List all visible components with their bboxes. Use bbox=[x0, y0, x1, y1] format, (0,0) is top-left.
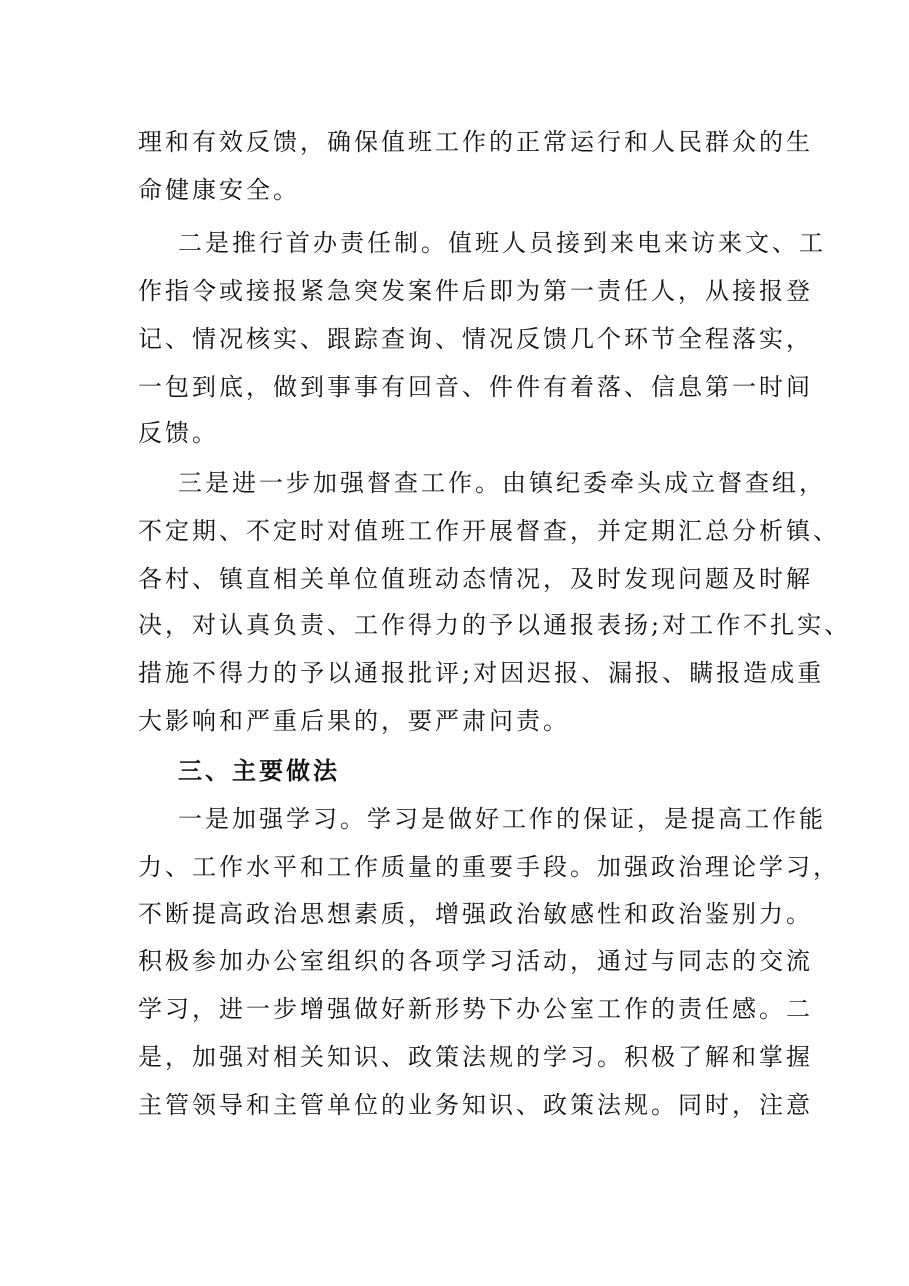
paragraph-start-line: 二是推行首办责任制。值班人员接到来电来访来文、工 bbox=[178, 229, 826, 257]
text-line: 积极参加办公室组织的各项学习活动，通过与同志的交流 bbox=[138, 947, 813, 975]
text-line: 不断提高政治思想素质，增强政治敏感性和政治鉴别力。 bbox=[138, 900, 813, 928]
text-line: 不定期、不定时对值班工作开展督查，并定期汇总分析镇、 bbox=[138, 517, 840, 545]
text-line: 是，加强对相关知识、政策法规的学习。积极了解和掌握 bbox=[138, 1043, 813, 1071]
paragraph-start-line: 一是加强学习。学习是做好工作的保证，是提高工作能 bbox=[178, 805, 826, 833]
text-line: 理和有效反馈，确保值班工作的正常运行和人民群众的生 bbox=[138, 128, 813, 156]
text-line: 命健康安全。 bbox=[138, 176, 300, 204]
section-heading: 三、主要做法 bbox=[178, 757, 340, 785]
text-line: 作指令或接报紧急突发案件后即为第一责任人，从接报登 bbox=[138, 277, 813, 305]
text-line: 大影响和严重后果的，要严肃问责。 bbox=[138, 707, 570, 735]
paragraph-start-line: 三是进一步加强督查工作。由镇纪委牵头成立督查组， bbox=[178, 469, 826, 497]
text-line: 措施不得力的予以通报批评;对因迟报、漏报、瞒报造成重 bbox=[138, 659, 825, 687]
text-line: 一包到底，做到事事有回音、件件有着落、信息第一时间 bbox=[138, 373, 813, 401]
text-line: 各村、镇直相关单位值班动态情况，及时发现问题及时解 bbox=[138, 565, 813, 593]
text-line: 主管领导和主管单位的业务知识、政策法规。同时，注意 bbox=[138, 1091, 813, 1119]
text-line: 反馈。 bbox=[138, 419, 219, 447]
text-line: 决，对认真负责、工作得力的予以通报表扬;对工作不扎实、 bbox=[138, 611, 852, 639]
text-line: 学习，进一步增强做好新形势下办公室工作的责任感。二 bbox=[138, 995, 813, 1023]
text-line: 记、情况核实、跟踪查询、情况反馈几个环节全程落实， bbox=[138, 325, 813, 353]
text-line: 力、工作水平和工作质量的重要手段。加强政治理论学习， bbox=[138, 853, 840, 881]
